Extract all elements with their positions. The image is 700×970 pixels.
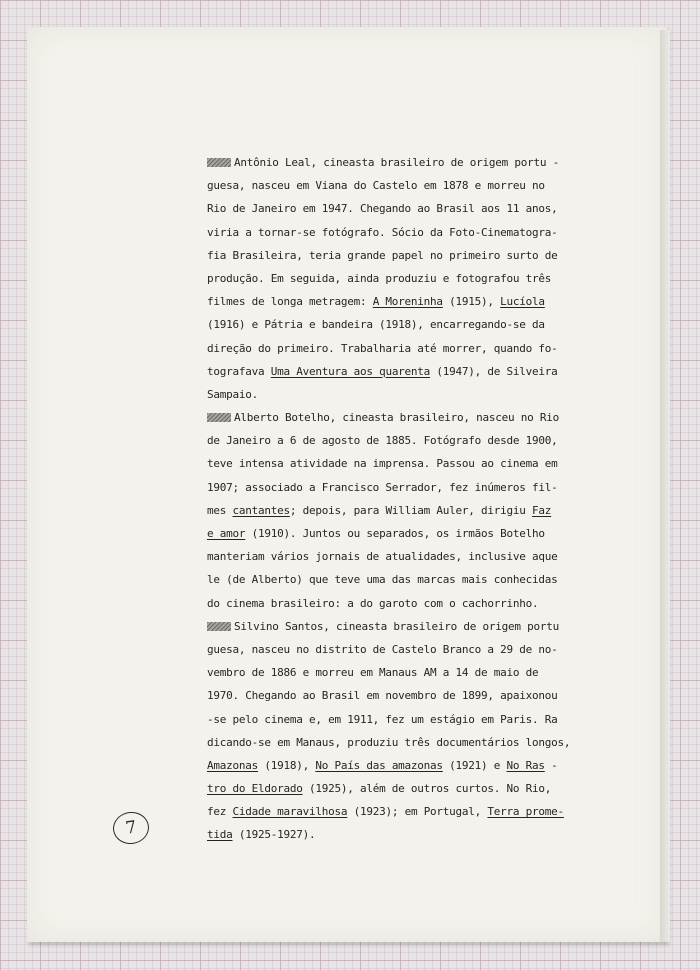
underlined-title: e amor <box>207 527 246 540</box>
text-run: -se pelo cinema e, em 1911, fez um estágio em Paris. Ra <box>207 712 558 726</box>
text-run: direção do primeiro. Trabalharia até morrer, quando fo- <box>207 341 558 355</box>
text-line <box>207 800 637 823</box>
text-run: 1907; associado a Francisco Serrador, fez inúmeros fil- <box>207 480 558 494</box>
text-run: fia Brasileira, teria grande papel no primeiro surto de <box>207 248 558 262</box>
text-run: Sampaio. <box>207 387 258 401</box>
sheet-edge <box>660 30 670 942</box>
text-line <box>207 197 637 220</box>
text-line <box>207 151 637 174</box>
underlined-title: cantantes <box>232 503 290 517</box>
text-run: - <box>544 758 558 772</box>
text-line <box>207 337 637 360</box>
text-run: dicando-se em Manaus, produziu três documentários longos, <box>207 735 571 749</box>
text-run: mes <box>207 503 233 517</box>
text-run: viria a tornar-se fotógrafo. Sócio da Foto-Cinematogra- <box>207 225 558 239</box>
underlined-title: No País das amazonas <box>315 758 443 772</box>
text-run: manteriam vários jornais de atualidades, inclusive aque <box>207 550 558 564</box>
text-run: de Janeiro a 6 de agosto de 1885. Fotógrafo desde 1900, <box>207 434 558 448</box>
text-line <box>207 754 637 777</box>
paragraph-antonio-leal <box>207 151 637 406</box>
page-number: 7 <box>124 817 138 839</box>
text-run: (1947), de Silveira <box>430 364 558 378</box>
struck-out-mark <box>207 622 231 631</box>
struck-out-mark <box>207 158 231 167</box>
text-run: 1970. Chegando ao Brasil em novembro de 1899, apaixonou <box>207 689 558 703</box>
underlined-title: Cidade maravilhosa <box>232 805 348 819</box>
text-line <box>207 592 637 615</box>
text-run: Antônio Leal, cineasta brasileiro de origem portu - <box>234 156 560 169</box>
text-run: produção. Em seguida, ainda produziu e fotografou três <box>207 271 552 285</box>
text-run: guesa, nasceu em Viana do Castelo em 1878 e morreu no <box>207 179 545 193</box>
text-run: tografava <box>207 364 271 378</box>
text-line <box>207 313 637 336</box>
text-line <box>207 429 637 452</box>
text-run: (1916) e Pátria e bandeira (1918), encarregando-se da <box>207 318 545 332</box>
underlined-title: tro do Eldorado <box>207 782 303 796</box>
text-run: Alberto Botelho, cineasta brasileiro, nasceu no Rio <box>234 411 560 425</box>
text-line <box>207 568 637 591</box>
underlined-title: Terra prome- <box>487 805 564 819</box>
text-line <box>207 244 637 267</box>
text-line <box>207 476 637 499</box>
text-run: do cinema brasileiro: a do garoto com o cachorrinho. <box>207 596 539 610</box>
text-line <box>207 638 637 661</box>
text-line <box>207 777 637 800</box>
text-run: teve intensa atividade na imprensa. Passou ao cinema em <box>207 457 558 471</box>
text-line <box>207 452 637 475</box>
text-run: le (de Alberto) que teve uma das marcas mais conhecidas <box>207 573 558 587</box>
underlined-title: Uma Aventura aos quarenta <box>270 364 431 378</box>
text-line <box>207 731 637 754</box>
text-run: vembro de 1886 e morreu em Manaus AM a 14 de maio de <box>207 666 539 680</box>
text-run: (1925), além de outros curtos. No Rio, <box>302 782 552 796</box>
text-run: Rio de Janeiro em 1947. Chegando ao Brasil aos 11 anos, <box>207 202 558 216</box>
struck-out-mark <box>207 413 231 422</box>
text-line <box>207 383 637 406</box>
text-run: (1923); em Portugal, <box>347 805 488 819</box>
text-line <box>207 499 637 522</box>
text-line <box>207 221 637 244</box>
underlined-title: No Ras <box>506 758 545 772</box>
underlined-title: tida <box>207 828 233 842</box>
text-run: ; depois, para William Auler, dirigiu <box>289 503 533 517</box>
text-line <box>207 545 637 568</box>
text-line <box>207 174 637 197</box>
text-line <box>207 615 637 638</box>
text-run: (1910). Juntos ou separados, os irmãos Botelho <box>245 527 545 540</box>
text-line <box>207 522 637 545</box>
underlined-title: Faz <box>532 503 552 517</box>
text-run: guesa, nasceu no distrito de Castelo Branco a 29 de no- <box>207 642 558 656</box>
underlined-title: A Moreninha <box>372 295 443 309</box>
text-line <box>207 267 637 290</box>
underlined-title: Lucíola <box>500 295 545 309</box>
text-line <box>207 360 637 383</box>
text-line <box>207 406 637 429</box>
text-run: (1925-1927). <box>232 828 316 842</box>
paragraph-silvino-santos <box>207 615 637 847</box>
text-line <box>207 708 637 731</box>
underlined-title: Amazonas <box>207 758 258 772</box>
text-run: (1921) e <box>442 758 507 772</box>
paragraph-alberto-botelho <box>207 406 637 615</box>
typewritten-text <box>207 151 637 847</box>
text-run: (1915), <box>442 295 501 309</box>
text-line <box>207 661 637 684</box>
text-line <box>207 290 637 313</box>
text-line <box>207 823 637 846</box>
text-line <box>207 684 637 707</box>
text-run: (1918), <box>257 758 316 772</box>
text-run: fez <box>207 805 233 819</box>
text-run: filmes de longa metragem: <box>207 295 373 309</box>
text-run: Silvino Santos, cineasta brasileiro de origem portu <box>234 619 560 633</box>
